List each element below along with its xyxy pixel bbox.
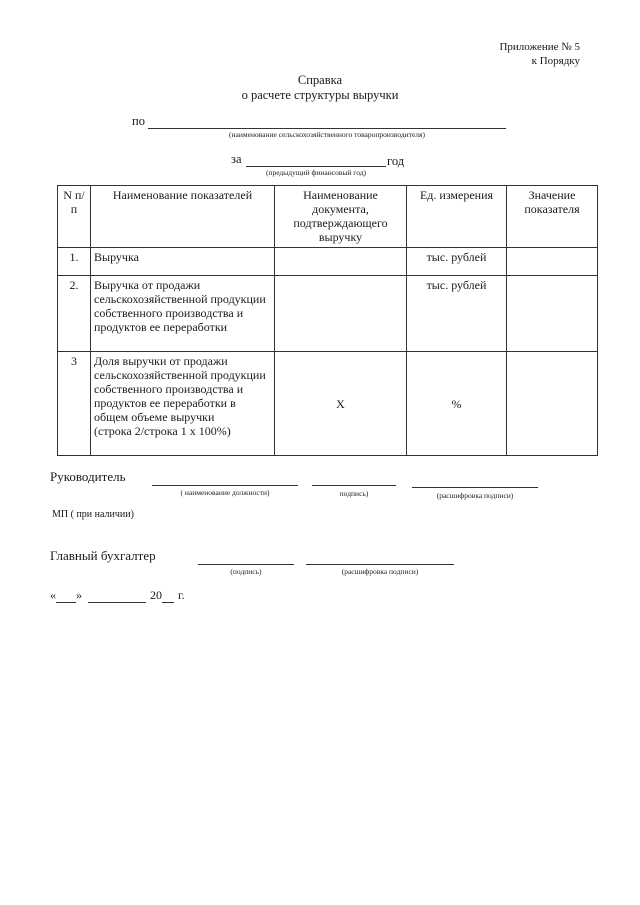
period-prefix: за [231, 152, 242, 166]
date-month-field[interactable] [88, 590, 146, 603]
row-document: Х [275, 352, 407, 456]
accountant-signature-field[interactable] [198, 564, 294, 565]
appendix-header [499, 40, 580, 68]
revenue-structure-table [57, 185, 598, 456]
title-line-2: о расчете структуры выручки [241, 88, 399, 102]
row-unit: % [407, 352, 507, 456]
row-name: Выручка от продажи сельскохозяйственной продукции собственного производства и продуктов ее переработки [91, 276, 275, 352]
title-line-1: Справка [297, 73, 343, 87]
producer-prefix: по [132, 114, 145, 128]
accountant-decoding-field[interactable] [306, 564, 454, 565]
row-name: Выручка [91, 248, 275, 276]
director-label: Руководитель [50, 469, 126, 484]
row-value[interactable] [507, 276, 598, 352]
accountant-signature-caption: (подпись) [230, 567, 262, 576]
accountant-decoding-caption: (расшифровка подписи) [341, 567, 419, 576]
date-year-suffix: г. [178, 588, 185, 602]
period-suffix: год [387, 154, 405, 168]
director-position-field[interactable] [152, 485, 298, 486]
header-document: Наименование документа, подтверждающего выручку [275, 186, 407, 248]
date-line [50, 588, 185, 603]
row-num: 2. [58, 276, 91, 352]
director-decoding-field[interactable] [412, 487, 538, 488]
row-unit: тыс. рублей [407, 276, 507, 352]
date-year-field[interactable] [162, 590, 174, 603]
accountant-label: Главный бухгалтер [50, 548, 156, 563]
director-position-caption: ( наименование должности) [180, 488, 270, 497]
row-num: 1. [58, 248, 91, 276]
header-num: N п/п [58, 186, 91, 248]
header-unit: Ед. измерения [407, 186, 507, 248]
table-row [58, 248, 598, 276]
row-name-cell [91, 352, 275, 456]
date-open-quote: « [50, 588, 56, 602]
appendix-reference: к Порядку [531, 55, 580, 67]
period-caption: (предыдущий финансовый год) [265, 168, 367, 177]
date-day-field[interactable] [56, 590, 76, 603]
period-field[interactable] [246, 166, 386, 167]
row-value[interactable] [507, 248, 598, 276]
director-decoding-caption: (расшифровка подписи) [436, 491, 514, 500]
row-document[interactable] [275, 276, 407, 352]
header-indicator: Наименование показателей [91, 186, 275, 248]
producer-caption: (наименование сельскохозяйственного товаропроизводителя) [229, 130, 425, 139]
table-row [58, 276, 598, 352]
row-name: Доля выручки от продажи сельскохозяйственной продукции собственного производства и продуктов ее переработки в общем объеме выручки [94, 354, 266, 424]
stamp-note: МП ( при наличии) [52, 509, 134, 520]
document-title [0, 73, 640, 103]
producer-field[interactable] [148, 128, 506, 129]
row-unit: тыс. рублей [407, 248, 507, 276]
table-header-row [58, 186, 598, 248]
table-row [58, 352, 598, 456]
date-close-quote: » [76, 588, 82, 602]
row-value[interactable] [507, 352, 598, 456]
director-signature-field[interactable] [312, 485, 396, 486]
row-num: 3 [58, 352, 91, 456]
director-signature-caption: подпись) [339, 489, 369, 498]
row-document[interactable] [275, 248, 407, 276]
appendix-number: Приложение № 5 [499, 41, 580, 53]
header-value: Значение показателя [507, 186, 598, 248]
date-year-prefix: 20 [150, 588, 162, 602]
row-name-formula: (строка 2/строка 1 х 100%) [94, 424, 231, 438]
